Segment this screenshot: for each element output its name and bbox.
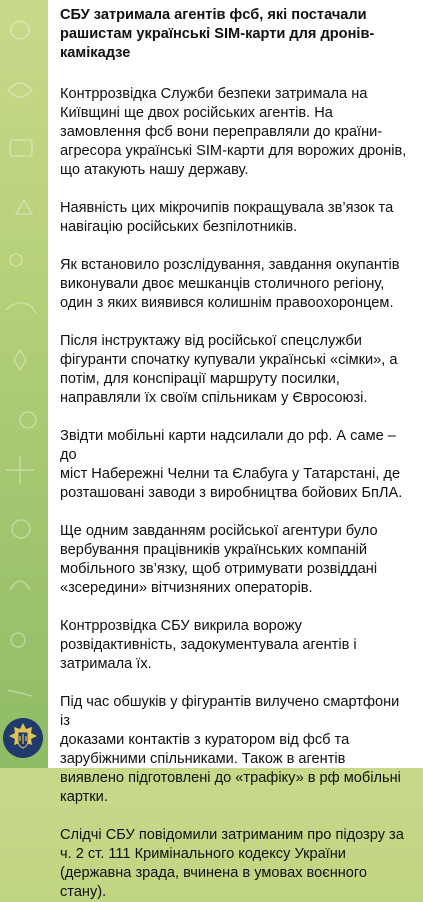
post-paragraph: Слідчі СБУ повідомили затриманим про підозру за ч. 2 ст. 111 Кримінального кодексу України (державна зрада, вчинена в умовах воєнного стану). xyxy=(60,827,404,900)
post-paragraph: Ще одним завданням російської агентури було вербування працівників українських компаній мобільного зв’язку, щоб отримувати розвіддані «зсередини» вітчизняних операторів. xyxy=(60,523,378,596)
post-paragraph: Звідти мобільні карти надсилали до рф. А саме – до міст Набережні Челни та Єлабуга у Татарстані, де розташовані заводи з виробництва бойових БпЛА. xyxy=(60,428,403,501)
post-paragraph: Після інструктажу від російської спецслужби фігуранти спочатку купували українські «сімки», а потім, для конспірації маршруту посилки, направляли їх своїм спільникам у Євросоюзі. xyxy=(60,333,398,406)
channel-avatar[interactable] xyxy=(3,718,43,758)
post-paragraph: Контррозвідка СБУ викрила ворожу розвідактивність, задокументувала агентів і затримала їх. xyxy=(60,618,357,672)
channel-post-bubble xyxy=(48,0,423,900)
chat-wallpaper xyxy=(0,0,48,768)
post-paragraph: Наявність цих мікрочипів покращувала зв’язок та навігацію російських безпілотників. xyxy=(60,200,394,235)
post-title: СБУ затримала агентів фсб, які постачали рашистам українські SIM-карти для дронів- камікадзе xyxy=(60,7,375,61)
wallpaper-doodles-icon xyxy=(0,0,48,768)
sbu-emblem-icon xyxy=(3,718,43,758)
post-paragraph: Як встановило розслідування, завдання окупантів виконували двоє мешканців столичного регіону, один з яких виявився колишнім правоохоронцем. xyxy=(60,257,400,311)
post-paragraph: Контррозвідка Служби безпеки затримала на Київщині ще двох російських агентів. На замовлення фсб вони переправляли до країни- агресора українські SIM-карти для ворожих дронів, що атакують нашу державу. xyxy=(60,86,407,178)
post-paragraph: Під час обшуків у фігурантів вилучено смартфони із доказами контактів з куратором від фсб та зарубіжними спільниками. Також в агентів виявлено підготовлені до «трафіку» в рф мобільні картки. xyxy=(60,694,401,805)
